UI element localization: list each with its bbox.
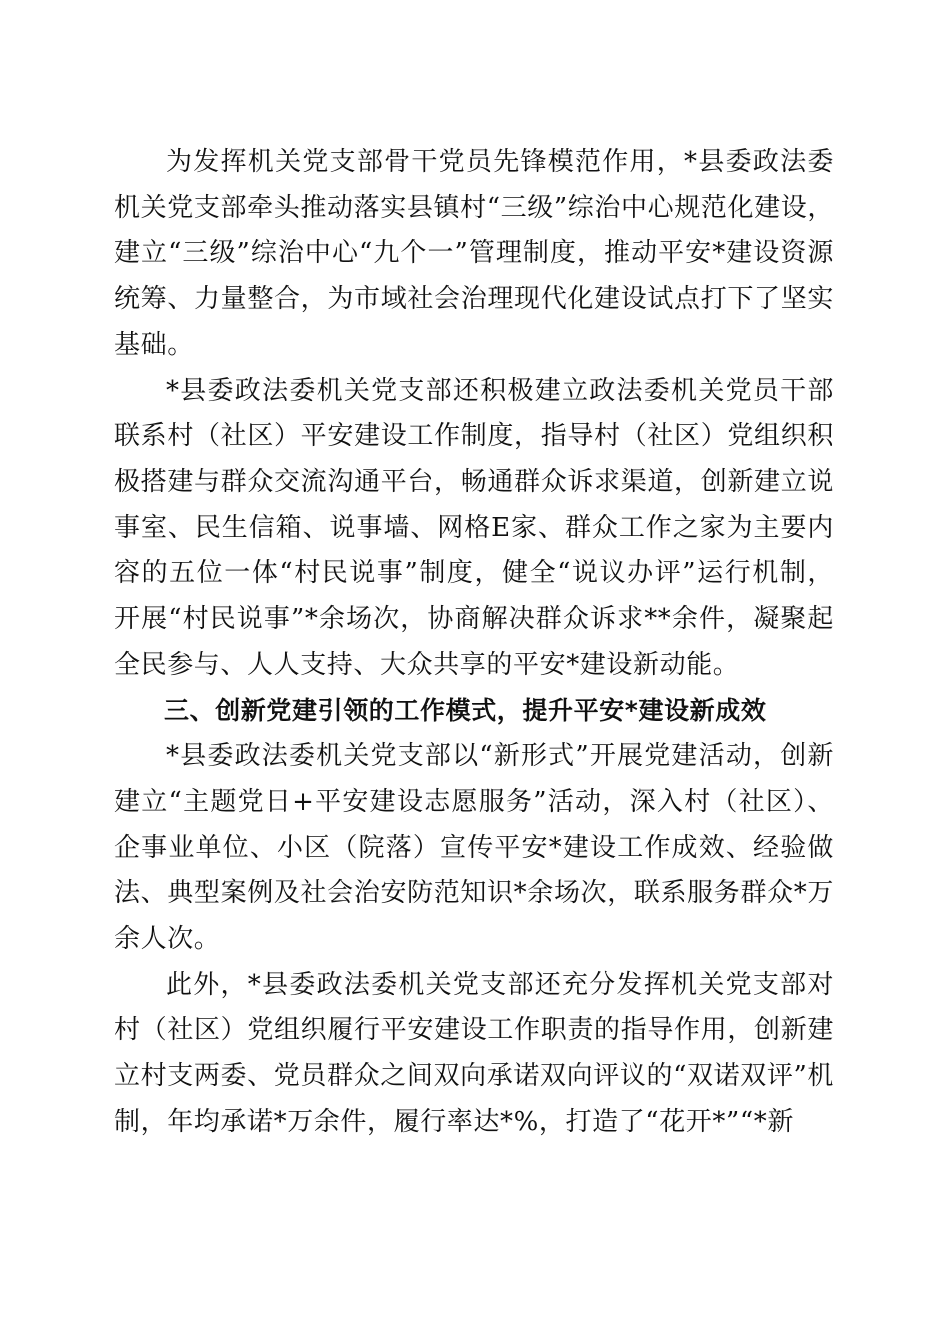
paragraph-4: 此外，*县委政法委机关党支部还充分发挥机关党支部对村（社区）党组织履行平安建设工作职责的指导作用，创新建立村支两委、党员群众之间双向承诺双向评议的“双诺双评”机制，年均承诺*万余件，履行率达*%，打造了“花开*”“*新 <box>114 969 834 1137</box>
document-body <box>114 140 834 1145</box>
paragraph-1: 为发挥机关党支部骨干党员先锋模范作用，*县委政法委机关党支部牵头推动落实县镇村“三级”综治中心规范化建设，建立“三级”综治中心“九个一”管理制度，推动平安*建设资源统筹、力量整合，为市域社会治理现代化建设试点打下了坚实基础。 <box>114 147 834 360</box>
paragraph-3: *县委政法委机关党支部以“新形式”开展党建活动，创新建立“主题党日+平安建设志愿服务”活动，深入村（社区）、企事业单位、小区（院落）宣传平安*建设工作成效、经验做法、典型案例及社会治安防范知识*余场次，联系服务群众*万余人次。 <box>114 741 834 954</box>
paragraph-2: *县委政法委机关党支部还积极建立政法委机关党员干部联系村（社区）平安建设工作制度，指导村（社区）党组织积极搭建与群众交流沟通平台，畅通群众诉求渠道，创新建立说事室、民生信箱、说事墙、网格E家、群众工作之家为主要内容的五位一体“村民说事”制度，健全“说议办评”运行机制，开展“村民说事”*余场次，协商解决群众诉求**余件，凝聚起全民参与、人人支持、大众共享的平安*建设新动能。 <box>114 375 835 680</box>
section-heading: 三、创新党建引领的工作模式，提升平安*建设新成效 <box>164 696 767 726</box>
